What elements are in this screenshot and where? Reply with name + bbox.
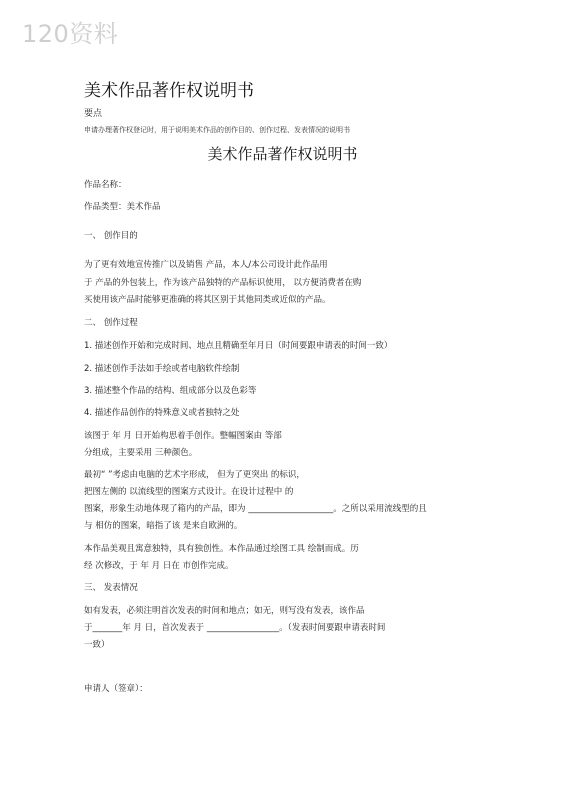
process-paragraph-line: 经 次修改，于 年 月 日在 市创作完成。	[84, 561, 234, 571]
publication-paragraph-line: 如有发表，必须注明首次发表的时间和地点；如无，则写没有发表，该作品	[84, 606, 365, 616]
watermark: 120资料	[22, 20, 119, 48]
process-step-1: 1. 描述创作开始和完成时间、地点且精确至年月日（时间要跟申请表的时间一致）	[84, 341, 393, 351]
section-heading-purpose: 一、 创作目的	[84, 231, 138, 241]
process-paragraph-line: 该图于 年 月 日开始构思着手创作。整幅图案由 等部	[84, 431, 282, 441]
work-name-field: 作品名称：	[84, 180, 127, 190]
purpose-paragraph-line: 于 产品的外包装上，作为该产品独特的产品标识使用， 以方便消费者在购	[84, 278, 362, 288]
section-heading-publication: 三、 发表情况	[84, 583, 138, 593]
process-step-2: 2. 描述创作手法如手绘或者电脑软件绘制	[84, 364, 240, 374]
applicant-signature-field: 申请人（签章）：	[84, 684, 148, 694]
document-title: 美术作品著作权说明书	[84, 81, 254, 101]
process-paragraph-line: 最初“ ”考虑由电脑的艺术字形成， 但为了更突出 的标识，	[84, 470, 305, 480]
key-points-label: 要点	[84, 109, 103, 119]
process-paragraph-line: 与 相仿的图案，暗指了该 是来自欧洲的。	[84, 521, 243, 531]
work-type-field: 作品类型：美术作品	[84, 202, 161, 212]
process-step-3: 3. 描述整个作品的结构、组成部分以及色彩等	[84, 386, 257, 396]
publication-paragraph-line: 一致）	[84, 640, 110, 650]
purpose-paragraph-line: 为了更有效地宣传推广以及销售 产品，本人/本公司设计此作品用	[84, 260, 328, 270]
centered-heading: 美术作品著作权说明书	[207, 145, 358, 163]
section-heading-process: 二、 创作过程	[84, 318, 138, 328]
purpose-paragraph-line: 买使用该产品时能够更准确的将其区别于其他同类或近似的产品。	[84, 295, 331, 305]
process-paragraph-line: 把图左侧的 以流线型的图案方式设计。在设计过程中 的	[84, 487, 294, 497]
publication-paragraph-line: 于_______年 月 日，首次发表于 _________________。（发表时间要跟申请表时间	[84, 623, 386, 633]
document-description: 申请办理著作权登记时，用于说明美术作品的创作目的、创作过程、发表情况的说明书	[84, 126, 350, 134]
process-step-4: 4. 描述作品创作的特殊意义或者独特之处	[84, 408, 240, 418]
process-paragraph-line: 本作品美观且寓意独特，具有独创性。本作品通过绘图工具 绘制而成。历	[84, 544, 359, 554]
process-paragraph-line: 分组成，主要采用 三种颜色。	[84, 448, 198, 458]
process-paragraph-line: 图案，形象生动地体现了箱内的产品，即为 ____________________。之所以采用流线型的且	[84, 504, 427, 514]
